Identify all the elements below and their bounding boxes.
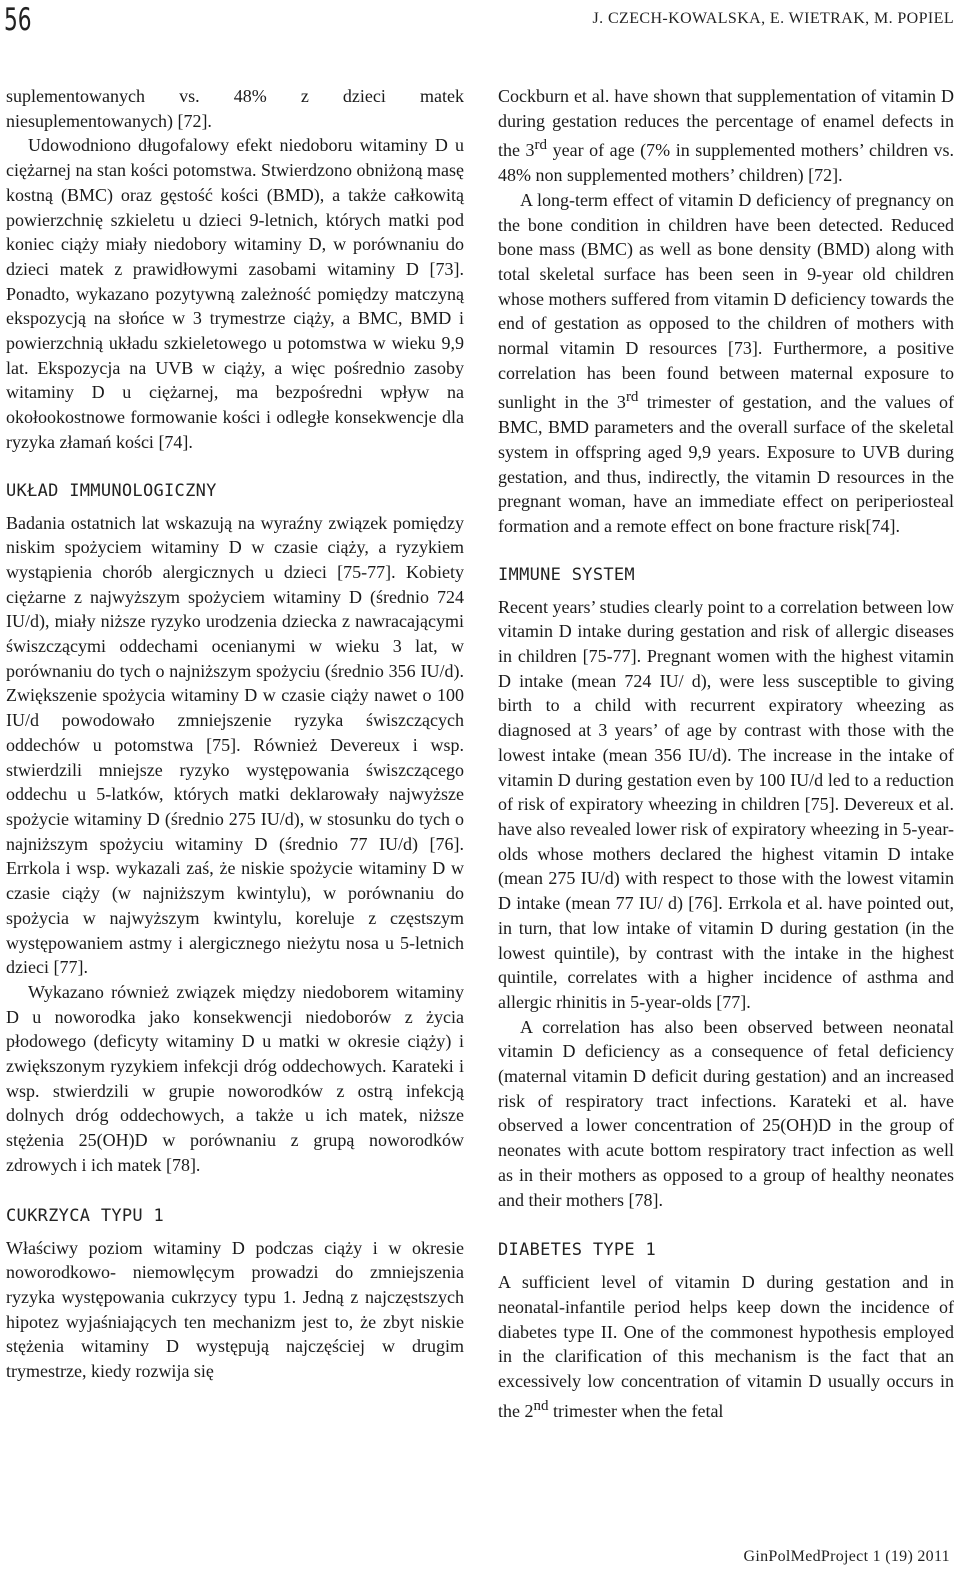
left-paragraph-2: Udowodniono długofalowy efekt niedoboru witaminy D u ciężarnej na stan kości potomstwa. Stwierdzono obniżoną masę kostną (BMC) oraz gęstość kości (BMD), a także całkowitą powierzchnię szkieletu u dzieci 9-letnich, których matki pod koniec ciąży miały niedobory witaminy D, w porównaniu do dzieci matek z prawidłowymi zasobami witaminy D [73]. Ponadto, wykazano pozytywną zależność pomiędzy matczyną ekspozycją na słońce w 3 trymestrze ciąży, a BMC, BMD i powierzchnią układu szkieletowego u potomstwa w wieku 9,9 lat. Ekspozycja na UVB w ciąży, a więc pośrednio zasoby witaminy D u ciężarnej, ma bezpośredni wpływ na okołookostnowe formowanie kości i odległe konsekwencje dla ryzyka złamań kości [74]. xyxy=(6,135,464,452)
right-p1-superscript: rd xyxy=(534,137,548,154)
right-p2-superscript: rd xyxy=(625,389,639,406)
page-number: 56 xyxy=(4,2,32,38)
right-paragraph-5 xyxy=(498,1270,954,1423)
right-p2-text-b: trimester of gestation, and the values of BMC, BMD parameters and the overall surface of the skeletal system in offspring aged 9,9 years. Exposure to UVB during gestation, and thus, indirectly, the vitamin D resources in the pregnant woman, have an immediate effect on periperiosteal formation and a remote effect on bone fracture risk[74]. xyxy=(498,392,955,536)
right-p5-text-a: A sufficient level of vitamin D during gestation and in neonatal-infantile period helps keep down the incidence of diabetes type II. One of the commonest hypothesis employed in the clarification of this mechanism is the fact that an excessively low concentration of vitamin D usually occurs in the 2 xyxy=(498,1272,954,1421)
left-heading-immuno: UKŁAD IMMUNOLOGICZNY xyxy=(6,480,217,501)
right-paragraph-4: A correlation has also been observed between neonatal vitamin D deficiency as a consequence of fetal deficiency (maternal vitamin D deficit during gestation) and an increased risk of respiratory tract infections. Karateki et al. have observed a lower concentration of 25(OH)D in the group of neonates with acute bottom respiratory tract infection as well as in their mothers as opposed to a group of healthy neonates and their mothers [78]. xyxy=(498,1016,954,1210)
left-paragraph-5: Właściwy poziom witaminy D podczas ciąży i w okresie noworodkowo- niemowlęcym prowadzi do zmniejszenia ryzyka występowania cukrzycy typu 1. Jedną z najczęstszych hipotez wyjaśniających ten mechanizm jest to, że zbyt niskie stężenia witaminy D występują najczęściej w drugim trymestrze, kiedy rozwija się xyxy=(6,1237,464,1382)
right-p5-text-b: trimester when the fetal xyxy=(548,1400,724,1421)
running-head-authors: J. CZECH-KOWALSKA, E. WIETRAK, M. POPIEL xyxy=(592,10,954,27)
left-column-polish xyxy=(6,84,464,1384)
right-column-english xyxy=(498,84,954,1423)
right-p2-text-a: A long-term effect of vitamin D deficiency of pregnancy on the bone condition in children have been detected. Reduced bone mass (BMC) as well as bone density (BMD) along with total skeletal surface has been seen in 9-year old children whose mothers suffered from vitamin D deficiency towards the end of gestation as opposed to the children of mothers with normal vitamin D resources [73]. Furthermore, a positive correlation has been found between maternal exposure to sunlight in the 3 xyxy=(498,189,954,413)
right-heading-immune: IMMUNE SYSTEM xyxy=(498,564,635,585)
right-paragraph-1 xyxy=(498,84,954,188)
left-paragraph-4: Wykazano również związek między niedoborem witaminy D u noworodka jako konsekwencji niedoborów z życia płodowego (deficyty witaminy D u matki w okresie ciąży) i zwiększonym ryzykiem infekcji dróg oddechowych. Karateki i wsp. stwierdzili w grupie noworodków z ostrą infekcją dolnych dróg oddechowych, a także u ich matek, niższe stężenia 25(OH)D w porównaniu z grupą noworodków zdrowych i ich matek [78]. xyxy=(6,981,464,1175)
right-p1-text-b: year of age (7% in supplemented mothers’ children vs. 48% non supplemented mothers’ children) [72]. xyxy=(498,140,954,186)
journal-footer: GinPolMedProject 1 (19) 2011 xyxy=(743,1548,950,1565)
right-paragraph-3: Recent years’ studies clearly point to a correlation between low vitamin D intake during gestation and risk of allergic diseases in children [75-77]. Pregnant women with the highest vitamin D intake (mean 724 IU/ d), were less susceptible to giving birth to a child with recurrent expiratory wheezing as diagnosed at 3 years’ of age by contrast with those with the lowest intake (mean 356 IU/d). The increase in the intake of vitamin D during gestation even by 100 IU/d led to a reduction of risk of expiratory wheezing in children [75]. Devereux et al. have also revealed lower risk of expiratory wheezing in 5-year-olds whose mothers declared the highest vitamin D intake (mean 275 IU/d) with respect to those with the lowest vitamin D intake (mean 77 IU/ d) [76]. Errkola et al. have pointed out, in turn, that low intake of vitamin D during gestation (in the lowest quintile), by contrast with the intake in the highest quintile, correlates with a higher incidence of asthma and allergic rhinitis in 5-year-olds [77]. xyxy=(498,596,954,1012)
left-paragraph-3: Badania ostatnich lat wskazują na wyraźny związek pomiędzy niskim spożyciem witaminy D w czasie ciąży, a ryzykiem wystąpienia chorób alergicznych u dzieci [75-77]. Kobiety ciężarne z najwyższym spożyciem witaminy D (średnio 724 IU/d), miały niższe ryzyko urodzenia dziecka z nawracającymi świszczącymi oddechami ocenianymi w wieku 3 lat, w porównaniu do tych o najniższym spożyciu (średnio 356 IU/d). Zwiększenie spożycia witaminy D w czasie ciąży nawet o 100 IU/d powodowało zmniejszenie ryzyka świszczących oddechów u potomstwa [75]. Również Devereux i wsp. stwierdzili mniejsze ryzyko występowania świszczącego oddechu u 5-latków, których matki deklarowały najwyższe spożycie witaminy D (średnio 275 IU/d), w stosunku do tych o najniższym spożyciu witaminy D (średnio 77 IU/d) [76]. Errkola i wsp. wykazali zaś, że niskie spożycie witaminy D w czasie ciąży (w najniższym kwintylu), w porównaniu do spożycia w najwyższym kwintylu, koreluje z częstszym występowaniem astmy i alergicznego nieżytu nosa u 5-letnich dzieci [77]. xyxy=(6,512,464,978)
right-p1-text-a: Cockburn et al. have shown that supplementation of vitamin D during gestation reduces the percentage of enamel defects in the 3 xyxy=(498,86,954,161)
page-header xyxy=(0,0,960,40)
left-paragraph-1: suplementowanych vs. 48% z dzieci matek niesuplementowanych) [72]. xyxy=(6,86,464,131)
right-heading-diabetes: DIABETES TYPE 1 xyxy=(498,1240,657,1261)
right-paragraph-2 xyxy=(498,188,954,539)
right-p5-superscript: nd xyxy=(533,1397,549,1414)
left-heading-diabetes: CUKRZYCA TYPU 1 xyxy=(6,1205,165,1226)
